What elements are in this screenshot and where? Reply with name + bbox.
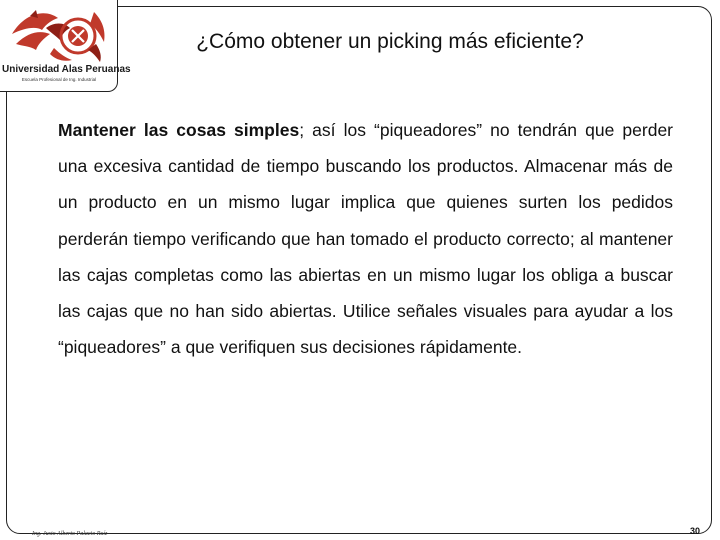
page-number: 30: [690, 526, 701, 536]
eagle-emblem-icon: [6, 4, 112, 66]
footer-author: Ing. Justo Alberto Palacio Ruíz: [32, 531, 108, 537]
body-text: ; así los “piqueadores” no tendrán que perder una excesiva cantidad de tiempo buscando los productos. Almacenar más de un producto en un mismo lugar implica que quienes surten los pedidos perderán tiempo verificando que han tomado el producto correcto; al mantener las cajas completas como las abiertas en un mismo lugar los obliga a buscar las cajas que no han sido abiertas. Utilice señales visuales para ayudar a los “piqueadores” a que verifiquen sus decisiones rápidamente.: [58, 120, 674, 358]
body-lead: Mantener las cosas simples: [58, 120, 300, 140]
body-paragraph: [58, 112, 673, 365]
slide-title: ¿Cómo obtener un picking más eficiente?: [196, 30, 584, 53]
logo-tagline: Escuela Profesional de Ing. Industrial: [21, 77, 97, 82]
university-logo: [0, 0, 131, 92]
logo-university-name: Universidad Alas Peruanas: [2, 64, 131, 75]
